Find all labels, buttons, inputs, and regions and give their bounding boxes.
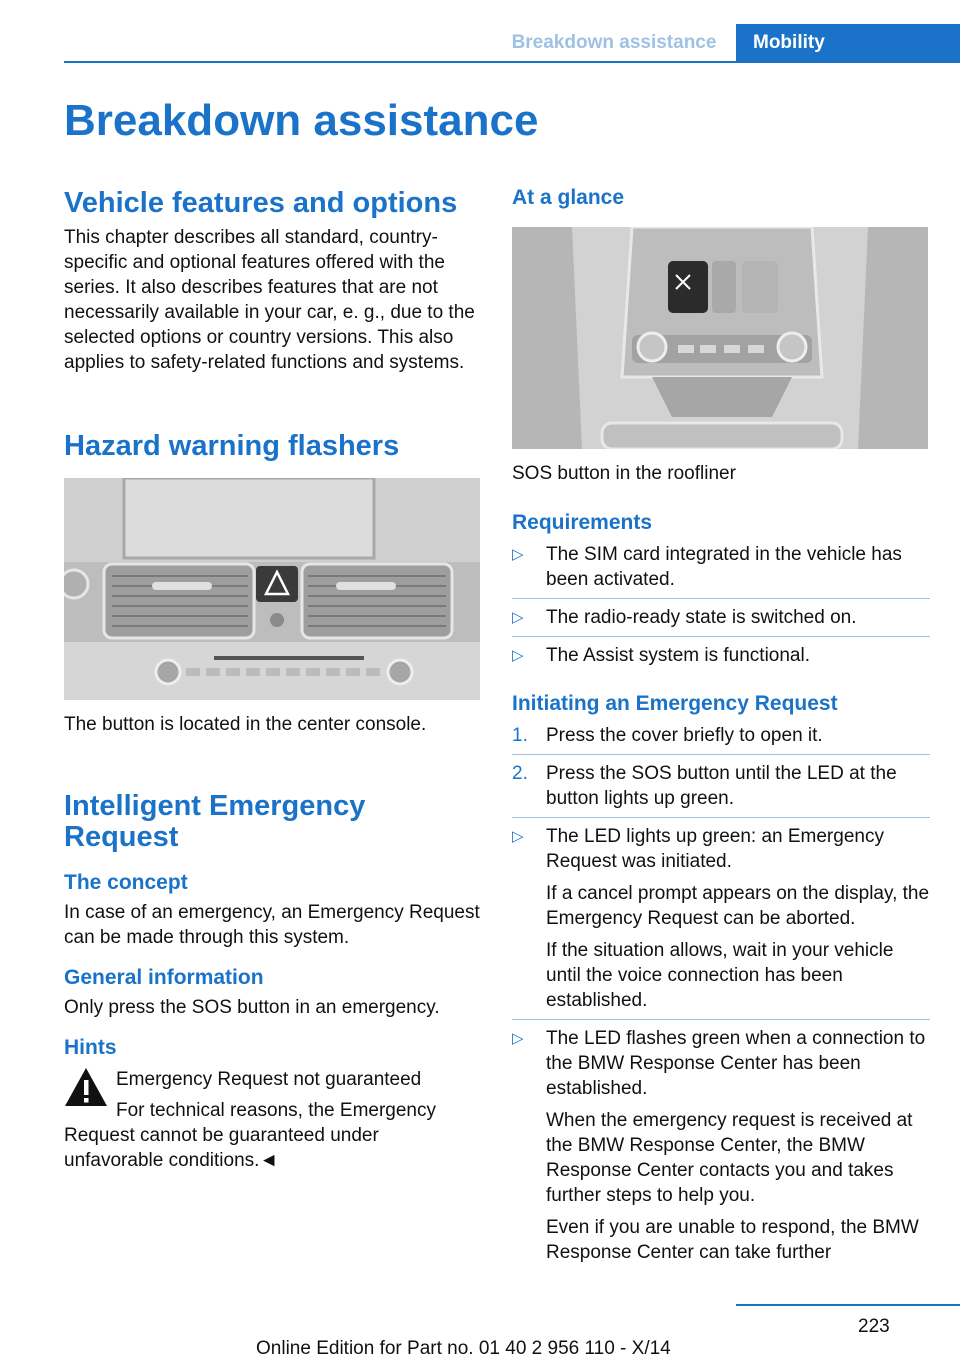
sub-paragraph: When the emergency request is received at the BMW Response Center, the BMW Response Center contacts you and takes further steps to help you. (546, 1110, 913, 1206)
heading-concept: The concept (64, 871, 188, 894)
warning-note (64, 1067, 482, 1173)
heading-hints: Hints (64, 1036, 117, 1059)
list-item: ▷ The SIM card integrated in the vehicle has been activated. (512, 544, 902, 590)
heading-initiating-request: Initiating an Emergency Request (512, 692, 838, 715)
paragraph-general-information: Only press the SOS button in an emergency. (64, 997, 440, 1018)
hazard-console-image (64, 478, 480, 700)
warning-text: For technical reasons, the Emergency Request cannot be guaranteed under unfavorable conditions.◄ (64, 1100, 436, 1171)
list-divider (512, 817, 930, 818)
sos-roofliner-image (512, 227, 928, 449)
heading-vehicle-features: Vehicle features and options (64, 187, 458, 219)
sub-paragraph: If the situation allows, wait in your vehicle until the voice connection has been established. (546, 940, 894, 1011)
heading-at-a-glance: At a glance (512, 186, 625, 209)
footer-rule (736, 1304, 960, 1306)
warning-triangle-icon (64, 1067, 108, 1107)
left-column (64, 180, 482, 1173)
triangle-bullet-icon: ▷ (512, 1030, 524, 1047)
requirements-list (512, 542, 930, 668)
triangle-bullet-icon: ▷ (512, 647, 524, 664)
triangle-bullet-icon: ▷ (512, 828, 524, 845)
triangle-bullet-icon: ▷ (512, 546, 524, 563)
caption-hazard: The button is located in the center console. (64, 714, 427, 735)
hazard-console-illustration (64, 478, 480, 700)
list-divider (512, 754, 930, 755)
right-column (512, 180, 930, 1265)
steps-list (512, 723, 930, 1265)
list-item: ▷ The Assist system is functional. (512, 645, 810, 666)
header-rule (64, 61, 960, 63)
paragraph-vehicle-features: This chapter describes all standard, country-specific and optional features offered with the series. It also describes features that are not necessarily available in your car, e. g., due to the selected options or country versions. This also applies to safety-related functions and systems. (64, 227, 475, 373)
list-item: ▷ The LED flashes green when a connection to the BMW Response Center has been established. (512, 1028, 926, 1099)
list-divider (512, 1019, 930, 1020)
page-number: 223 (858, 1316, 890, 1337)
sub-paragraph: Even if you are unable to respond, the BMW Response Center can take further (546, 1217, 919, 1263)
list-item: 2. Press the SOS button until the LED at the button lights up green. (512, 763, 897, 809)
warning-title: Emergency Request not guaranteed (116, 1069, 422, 1090)
heading-requirements: Requirements (512, 511, 653, 534)
list-divider (512, 636, 930, 637)
list-item: ▷ The LED lights up green: an Emergency Request was initiated. (512, 826, 884, 872)
heading-hazard-warning: Hazard warning flashers (64, 430, 400, 462)
header-section-title: Breakdown assistance (511, 31, 717, 53)
edition-line: Online Edition for Part no. 01 40 2 956 110 - X/14 (256, 1338, 671, 1359)
list-item: 1. Press the cover briefly to open it. (512, 725, 823, 746)
sub-paragraph: If a cancel prompt appears on the display, the Emergency Request can be aborted. (546, 883, 930, 929)
paragraph-concept: In case of an emergency, an Emergency Request can be made through this system. (64, 902, 480, 948)
page-title: Breakdown assistance (64, 96, 539, 145)
caption-sos-button: SOS button in the roofliner (512, 463, 736, 484)
header-chapter-tab: Mobility (736, 24, 960, 61)
list-divider (512, 598, 930, 599)
list-item: ▷ The radio-ready state is switched on. (512, 607, 857, 628)
heading-general-information: General information (64, 966, 264, 989)
sos-roofliner-illustration (512, 227, 928, 449)
triangle-bullet-icon: ▷ (512, 609, 524, 626)
heading-intelligent-emergency: Intelligent Emergency Request (64, 790, 366, 853)
